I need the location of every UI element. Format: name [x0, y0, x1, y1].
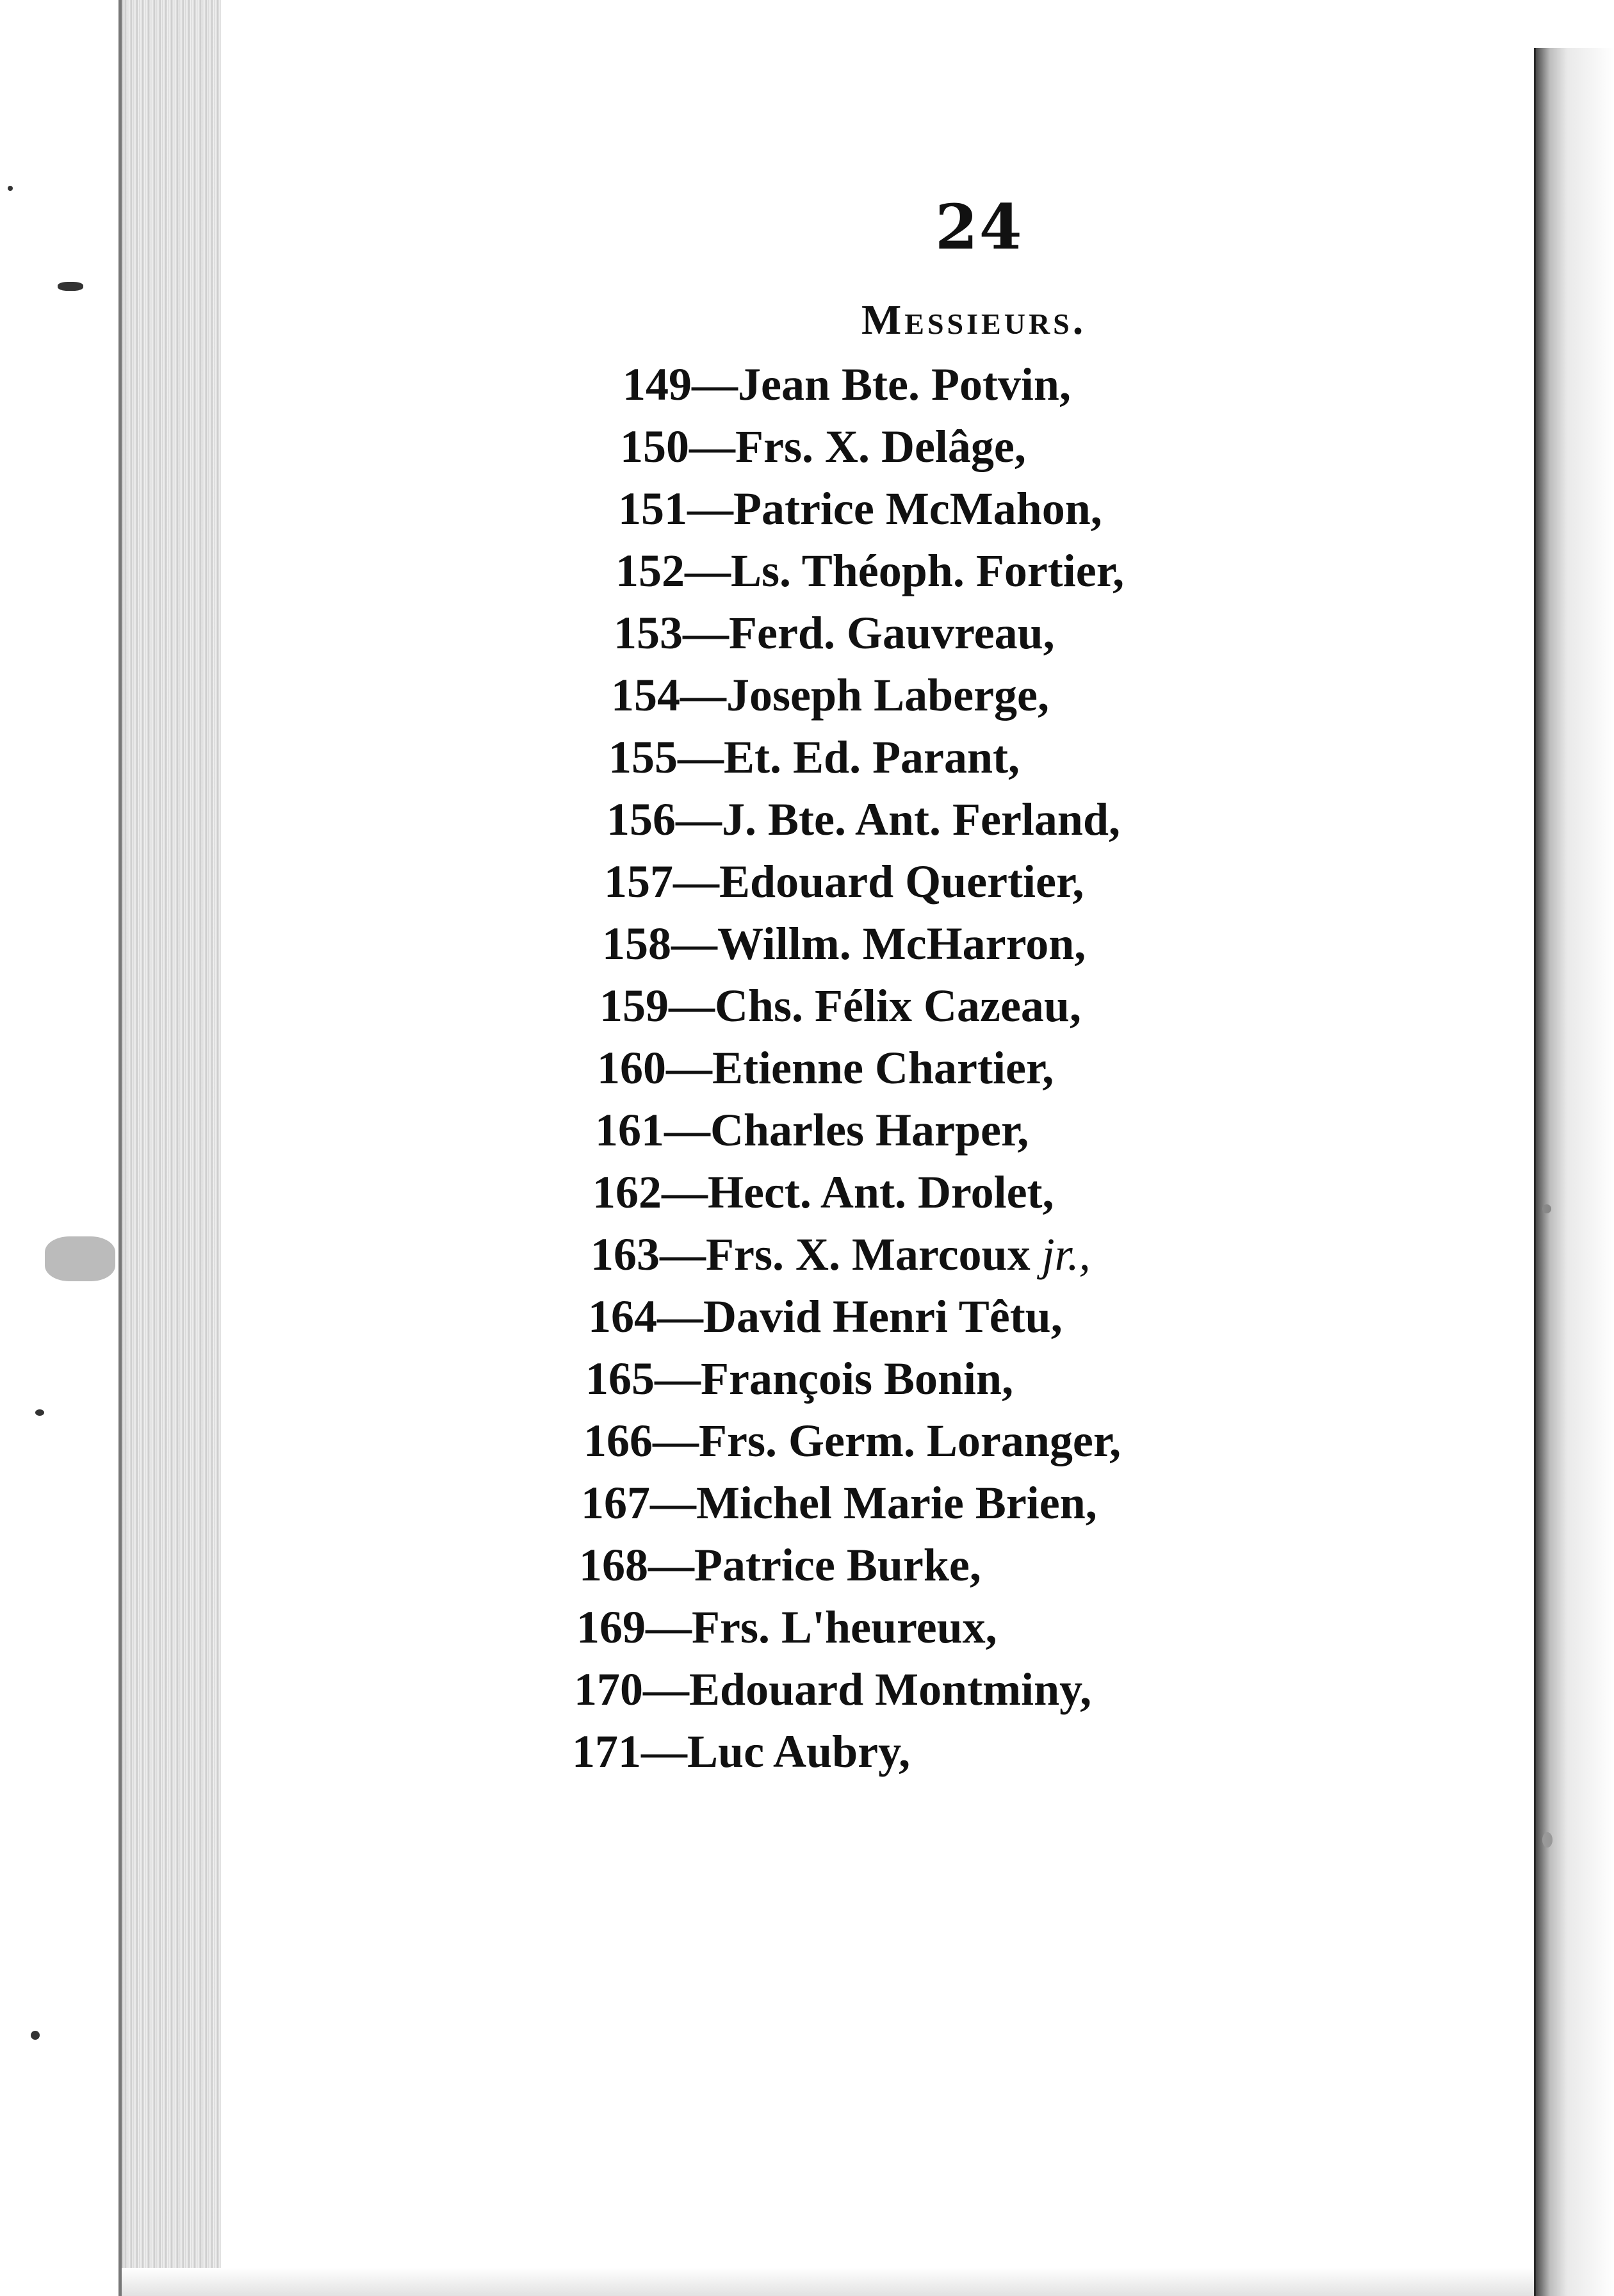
entry-number: 152 [615, 545, 685, 596]
entry-number: 154 [611, 669, 680, 721]
list-item [607, 791, 1120, 848]
entry-number: 160 [597, 1042, 666, 1094]
list-item [588, 1288, 1063, 1345]
entry-name: David Henri Têtu, [703, 1291, 1063, 1342]
scan-speck [58, 282, 83, 291]
list-item [597, 1039, 1054, 1097]
entry-name: Joseph Laberge, [726, 669, 1049, 721]
entry-number: 171 [572, 1726, 641, 1777]
entry-dash: — [692, 359, 738, 410]
list-item [576, 1598, 997, 1656]
list-item [602, 915, 1086, 972]
entry-name: Frs. L'heureux, [692, 1602, 997, 1653]
entry-dash: — [653, 1415, 699, 1466]
entry-name: Charles Harper, [710, 1104, 1029, 1156]
entry-number: 149 [623, 359, 692, 410]
scan-speck [35, 1409, 44, 1416]
entry-name: Michel Marie Brien, [696, 1477, 1097, 1529]
entry-name: Etienne Chartier, [712, 1042, 1054, 1094]
entry-number: 166 [583, 1415, 653, 1466]
entry-number: 161 [595, 1104, 664, 1156]
entry-dash: — [687, 483, 733, 534]
entry-name: Et. Ed. Parant, [724, 732, 1020, 783]
entry-number: 170 [574, 1664, 643, 1715]
entry-name: Edouard Quertier, [719, 856, 1084, 907]
entry-number: 165 [585, 1353, 655, 1404]
entry-dash: — [676, 794, 722, 845]
scan-speck [1542, 1204, 1551, 1213]
entry-name: Frs. Germ. Loranger, [699, 1415, 1121, 1466]
list-item [583, 1412, 1121, 1470]
entry-number: 159 [599, 980, 669, 1031]
entry-dash: — [678, 732, 724, 783]
list-item [615, 542, 1124, 600]
entry-name: Edouard Montminy, [689, 1664, 1092, 1715]
list-item [592, 1163, 1054, 1221]
entry-name: Jean Bte. Potvin, [738, 359, 1071, 410]
entry-suffix: jr., [1041, 1229, 1091, 1280]
list-item [595, 1101, 1029, 1159]
entry-number: 164 [588, 1291, 657, 1342]
entry-dash: — [648, 1539, 694, 1591]
entry-dash: — [666, 1042, 712, 1094]
entry-number: 158 [602, 918, 671, 969]
book-page-edges [122, 0, 224, 2296]
entry-name: Ls. Théoph. Fortier, [731, 545, 1125, 596]
entry-dash: — [657, 1291, 703, 1342]
entry-name: Willm. McHarron, [717, 918, 1086, 969]
list-item [611, 666, 1049, 724]
entry-number: 169 [576, 1602, 646, 1653]
entry-name: Chs. Félix Cazeau, [715, 980, 1081, 1031]
list-item [579, 1536, 981, 1594]
list-item [591, 1226, 1091, 1283]
page-number: 24 [935, 191, 1023, 263]
page-bottom-shadow [122, 2268, 1537, 2296]
entry-dash: — [683, 607, 729, 659]
entry-number: 156 [607, 794, 676, 845]
entry-name: J. Bte. Ant. Ferland, [722, 794, 1120, 845]
entry-name: Hect. Ant. Drolet, [708, 1167, 1054, 1218]
entry-name: Frs. X. Marcoux [706, 1229, 1042, 1280]
entry-name: Frs. X. Delâge, [735, 421, 1026, 472]
entry-number: 151 [618, 483, 687, 534]
list-item [604, 853, 1084, 910]
list-item [585, 1350, 1013, 1407]
entry-dash: — [685, 545, 731, 596]
entry-name: Ferd. Gauvreau, [729, 607, 1055, 659]
entry-dash: — [646, 1602, 692, 1653]
scan-speck [1542, 1832, 1553, 1848]
entry-dash: — [643, 1664, 689, 1715]
list-item [581, 1474, 1097, 1532]
book-binding-gutter [1536, 48, 1614, 2296]
list-heading: Messieurs. [861, 297, 1087, 343]
entry-dash: — [641, 1726, 687, 1777]
entry-name: François Bonin, [701, 1353, 1014, 1404]
entry-number: 163 [591, 1229, 660, 1280]
entry-dash: — [680, 669, 726, 721]
list-item [623, 356, 1071, 413]
entry-number: 153 [614, 607, 683, 659]
entry-dash: — [671, 918, 717, 969]
list-item [572, 1723, 910, 1780]
list-item [574, 1660, 1091, 1718]
list-item [599, 977, 1081, 1035]
scan-speck [8, 186, 13, 191]
entry-dash: — [662, 1167, 708, 1218]
scan-speck [45, 1236, 115, 1281]
list-item [618, 480, 1102, 537]
entry-dash: — [655, 1353, 701, 1404]
entry-name: Luc Aubry, [687, 1726, 911, 1777]
entry-dash: — [669, 980, 715, 1031]
entry-name: Patrice Burke, [694, 1539, 981, 1591]
entry-number: 162 [592, 1167, 662, 1218]
list-item [608, 728, 1020, 786]
entry-dash: — [689, 421, 735, 472]
entry-number: 155 [608, 732, 678, 783]
list-item [614, 604, 1055, 662]
entry-number: 167 [581, 1477, 650, 1529]
entry-dash: — [664, 1104, 710, 1156]
entry-dash: — [660, 1229, 706, 1280]
entry-dash: — [673, 856, 719, 907]
entry-number: 168 [579, 1539, 648, 1591]
entry-number: 150 [620, 421, 689, 472]
entry-name: Patrice McMahon, [733, 483, 1102, 534]
list-item [620, 418, 1026, 475]
scan-speck [31, 2031, 40, 2040]
entry-number: 157 [604, 856, 673, 907]
entry-dash: — [650, 1477, 696, 1529]
